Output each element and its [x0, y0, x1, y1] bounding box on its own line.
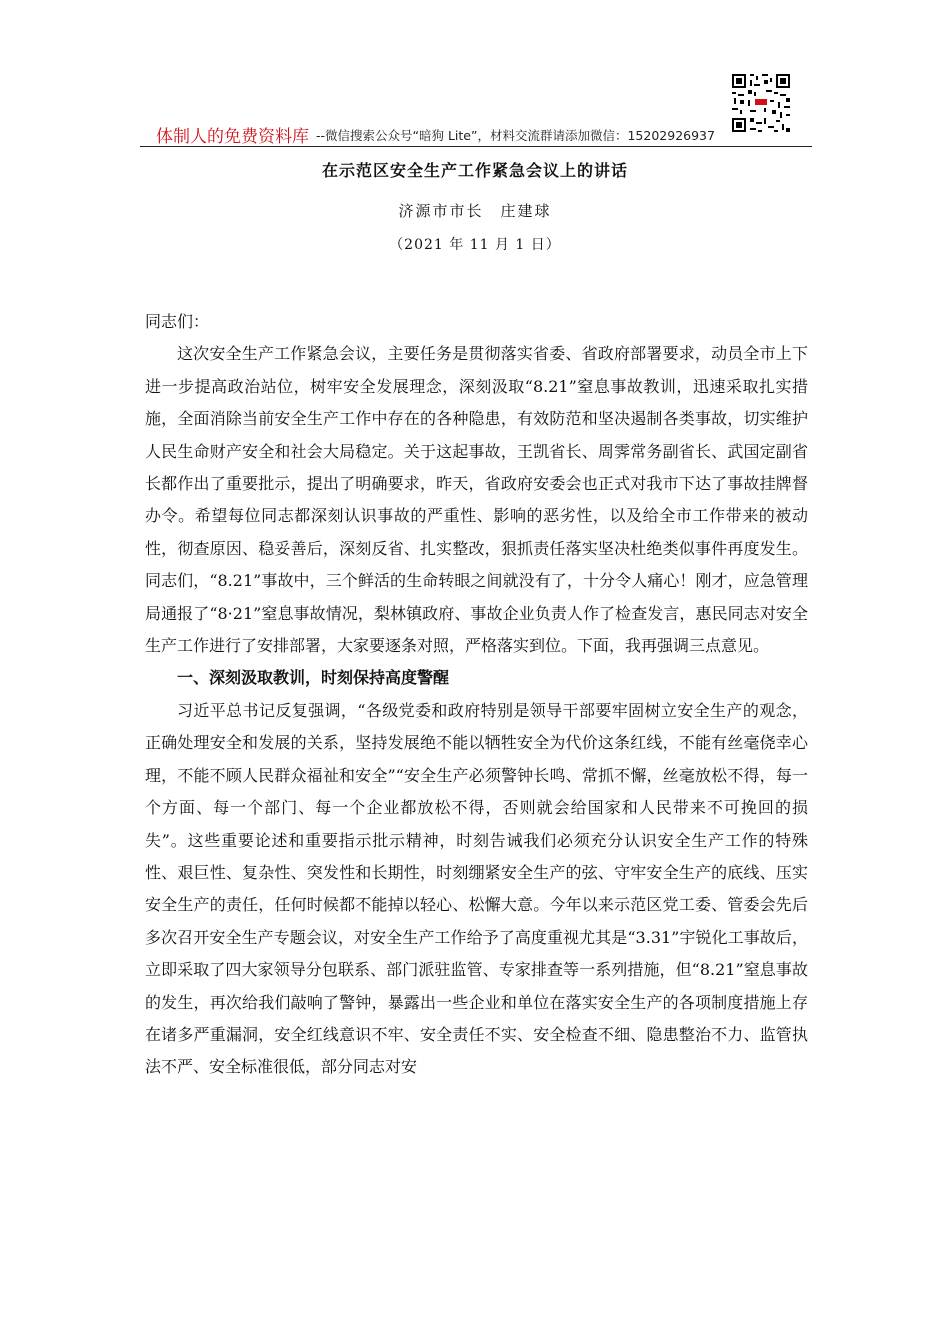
- salutation: 同志们：: [145, 312, 210, 331]
- document-date: （2021 年 11 月 1 日）: [389, 237, 561, 253]
- paragraph-section-1: 习近平总书记反复强调，“各级党委和政府特别是领导干部要牢固树立安全生产的观念，正确处理安全和发展的关系，坚持发展绝不能以牺牲安全为代价这条红线，不能有丝毫侥幸心理，不能不顾人民群众福祉和安全”“安全生产必须警钟长鸣、常抓不懈，丝毫放松不得，每一个方面、每一个部门、每一个企业都放松不得，否则就会给国家和人民带来不可挽回的损失”。这些重要论述和重要指示批示精神，时刻告诫我们必须充分认识安全生产工作的特殊性、艰巨性、复杂性、突发性和长期性，时刻绷紧安全生产的弦、守牢安全生产的底线、压实安全生产的责任，任何时候都不能掉以轻心、松懈大意。今年以来示范区党工委、管委会先后多次召开安全生产专题会议，对安全生产工作给予了高度重视尤其是“3.31”宇锐化工事故后，立即采取了四大家领导分包联系、部门派驻监管、专家排查等一系列措施，但“8.21”窒息事故的发生，再次给我们敲响了警钟，暴露出一些企业和单位在落实安全生产的各项制度措施上存在诸多严重漏洞，安全红线意识不牢、安全责任不实、安全检查不细、隐患整治不力、监管执法不严、安全标准很低，部分同志对安: [145, 700, 808, 1077]
- brand-name: 体制人的免费资料库: [156, 127, 309, 147]
- qr-code-icon: [730, 72, 792, 134]
- brand-subtitle: --微信搜索公众号“暗狗 Lite”，材料交流群请添加微信：15202926937: [316, 128, 715, 143]
- section-heading-1: 一、深刻汲取教训，时刻保持高度警醒: [177, 668, 450, 688]
- document-body: [145, 306, 808, 1084]
- document-author: 济源市市长 庄建球: [398, 202, 552, 220]
- paragraph-intro: 这次安全生产工作紧急会议，主要任务是贯彻落实省委、省政府部署要求，动员全市上下进一步提高政治站位，树牢安全发展理念，深刻汲取“8.21”窒息事故教训，迅速采取扎实措施，全面消除当前安全生产工作中存在的各种隐患，有效防范和坚决遏制各类事故，切实维护人民生命财产安全和社会大局稳定。关于这起事故，王凯省长、周霁常务副省长、武国定副省长都作出了重要批示，提出了明确要求，昨天，省政府安委会也正式对我市下达了事故挂牌督办令。希望每位同志都深刻认识事故的严重性、影响的恶劣性，以及给全市工作带来的被动性，彻查原因、稳妥善后，深刻反省、扎实整改，狠抓责任落实坚决杜绝类似事件再度发生。同志们，“8.21”事故中，三个鲜活的生命转眼之间就没有了，十分令人痛心！刚才，应急管理局通报了“8·21”窒息事故情况，梨林镇政府、事故企业负责人作了检查发言，惠民同志对安全生产工作进行了安排部署，大家要逐条对照，严格落实到位。下面，我再强调三点意见。: [145, 344, 808, 656]
- document-title: 在示范区安全生产工作紧急会议上的讲话: [321, 161, 628, 180]
- page-header: [140, 118, 812, 147]
